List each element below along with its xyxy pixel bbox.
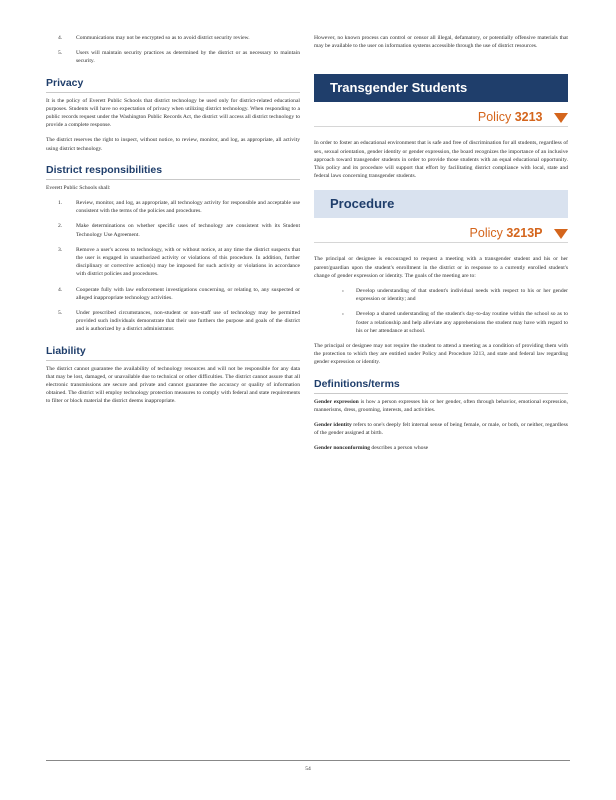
bullet-arrow-icon: › (342, 311, 344, 318)
list-text: Cooperate fully with law enforcement investigations concerning, or relating to, any suspected or alleged inappropriate technology activities. (76, 286, 300, 301)
district-responsibilities-list (46, 199, 300, 334)
bullet-text: Develop understanding of that student's individual needs with respect to his or her gender expression or identity; and (356, 288, 568, 303)
continued-list (46, 34, 300, 66)
privacy-heading: Privacy (46, 77, 300, 93)
district-responsibilities-heading: District responsibilities (46, 164, 300, 180)
list-item (344, 287, 568, 303)
list-item (58, 309, 300, 334)
list-number: 4. (58, 286, 63, 293)
definitions-heading: Definitions/terms (314, 378, 568, 394)
list-item (58, 246, 300, 279)
definition-term: Gender nonconforming (314, 445, 370, 452)
definition-item (314, 398, 568, 414)
district-intro: Everett Public Schools shall: (46, 184, 111, 191)
list-number: 4. (58, 35, 63, 41)
left-column (46, 34, 300, 413)
procedure-paragraph-2: The principal or designee may not require the student to attend a meeting as a condition of providing them with the protection to which they are entitled under Policy and Procedure 3213, and state and federal law regarding gender expression or identity. (314, 343, 568, 366)
triangle-down-icon (554, 113, 568, 123)
definition-term: Gender identity (314, 422, 352, 429)
policy-number: 3213 (514, 110, 543, 125)
list-number: 2. (58, 223, 63, 230)
footer-divider (46, 760, 570, 761)
privacy-paragraph-2: The district reserves the right to inspect, without notice, to review, monitor, and log, as appropriate, all activity using district technology. (46, 137, 300, 152)
list-text: Users will maintain security practices as determined by the district or as necessary to maintain security. (76, 50, 300, 65)
liability-continued-paragraph: However, no known process can control or censor all illegal, defamatory, or potentially offensive materials that may be available to the user on information systems accessible through the use of district resources. (314, 35, 568, 50)
list-item (58, 34, 300, 42)
procedure-paragraph-1: The principal or designee is encouraged to request a meeting with a transgender student and his or her parent/guardian upon the student's enrollment in the district or in response to a currently enrolled student's change of gender expression or identity. The goals of the meeting are to: (314, 256, 568, 279)
policy-word: Policy (477, 110, 512, 125)
right-column (314, 34, 568, 460)
list-text: Communications may not be encrypted so as to avoid district security review. (76, 35, 250, 41)
triangle-down-icon (554, 229, 568, 239)
list-text: Review, monitor, and log, as appropriate, all technology activity for responsible and acceptable use consistent with the terms of the policies and procedures. (76, 200, 300, 215)
definition-item (314, 421, 568, 437)
list-item (58, 222, 300, 238)
list-text: Under prescribed circumstances, non-student or non-staff use of technology may be permitted provided such individuals demonstrate that their use furthers the purpose and goals of the district and is authorized by a district administrator. (76, 310, 300, 333)
list-item (58, 49, 300, 65)
list-text: Make determinations on whether specific uses of technology are consistent with its Student Technology Use Agreement. (76, 223, 300, 238)
privacy-paragraph-1: It is the policy of Everett Public Schools that district technology be used only for district-related educational purposes. Students will have no expectation of privacy when utilizing district technology. When responding to a public records request under the Washington Public Records Act, the district will access all district technology to provide a complete response. (46, 97, 300, 129)
page-number: 54 (305, 766, 311, 772)
definition-text: describes a person whose (371, 445, 429, 452)
list-number: 3. (58, 246, 63, 253)
definition-item (314, 444, 568, 452)
procedure-goals-list (314, 287, 568, 335)
liability-heading: Liability (46, 345, 300, 361)
bullet-text: Develop a shared understanding of the student's day-to-day routine within the school so as to foster a relationship and help alleviate any apprehensions the student may have with regard to his or her attendance at school. (356, 311, 568, 334)
transgender-paragraph: In order to foster an educational environment that is safe and free of discrimination for all students, regardless of sex, sexual orientation, gender identity or gender expression, the board recognizes the importance of an inclusive approach toward transgender students in order to provide those students with an equal educational opportunity. This policy and its procedure will support that effort by facilitating district compliance with local, state and federal laws concerning transgender students. (314, 140, 568, 180)
liability-paragraph: The district cannot guarantee the availability of technology resources and will not be responsible for any data that may be lost, damaged, or unavailable due to technical or other difficulties. The district cannot assure that all electronic transmissions are secure and private and cannot guarantee the accuracy or quality of information obtained. The district will employ technology protection measures to comply with federal and state requirements to filter or block material the district deems inappropriate. (46, 365, 300, 405)
list-number: 5. (58, 50, 63, 57)
policy-3213-label (314, 108, 568, 127)
definition-text: refers to one's deeply felt internal sense of being female, or male, or both, or neither, regardless of the gender assigned at birth. (314, 422, 568, 437)
list-number: 1. (58, 200, 63, 207)
policy-word: Policy (469, 226, 503, 241)
list-text: Remove a user's access to technology, with or without notice, at any time the district suspects that the user is engaged in unauthorized activity or violations of this procedure. In addition, further disciplinary or corrective action(s) may be imposed for such activity or violations in accordance with district policies and procedures. (76, 246, 300, 278)
list-item (344, 310, 568, 335)
definition-text: is how a person expresses his or her gender, often through behavior, emotional expression, mannerisms, dress, grooming, interests, and activities. (314, 398, 569, 413)
policy-3213p-label (314, 224, 568, 243)
list-item (58, 199, 300, 215)
policy-number: 3213P (506, 226, 543, 241)
list-item (58, 286, 300, 302)
definition-term: Gender expression (314, 398, 359, 405)
list-number: 5. (58, 310, 63, 317)
procedure-banner: Procedure (314, 190, 568, 218)
transgender-students-banner: Transgender Students (314, 74, 568, 102)
bullet-arrow-icon: › (342, 288, 344, 295)
